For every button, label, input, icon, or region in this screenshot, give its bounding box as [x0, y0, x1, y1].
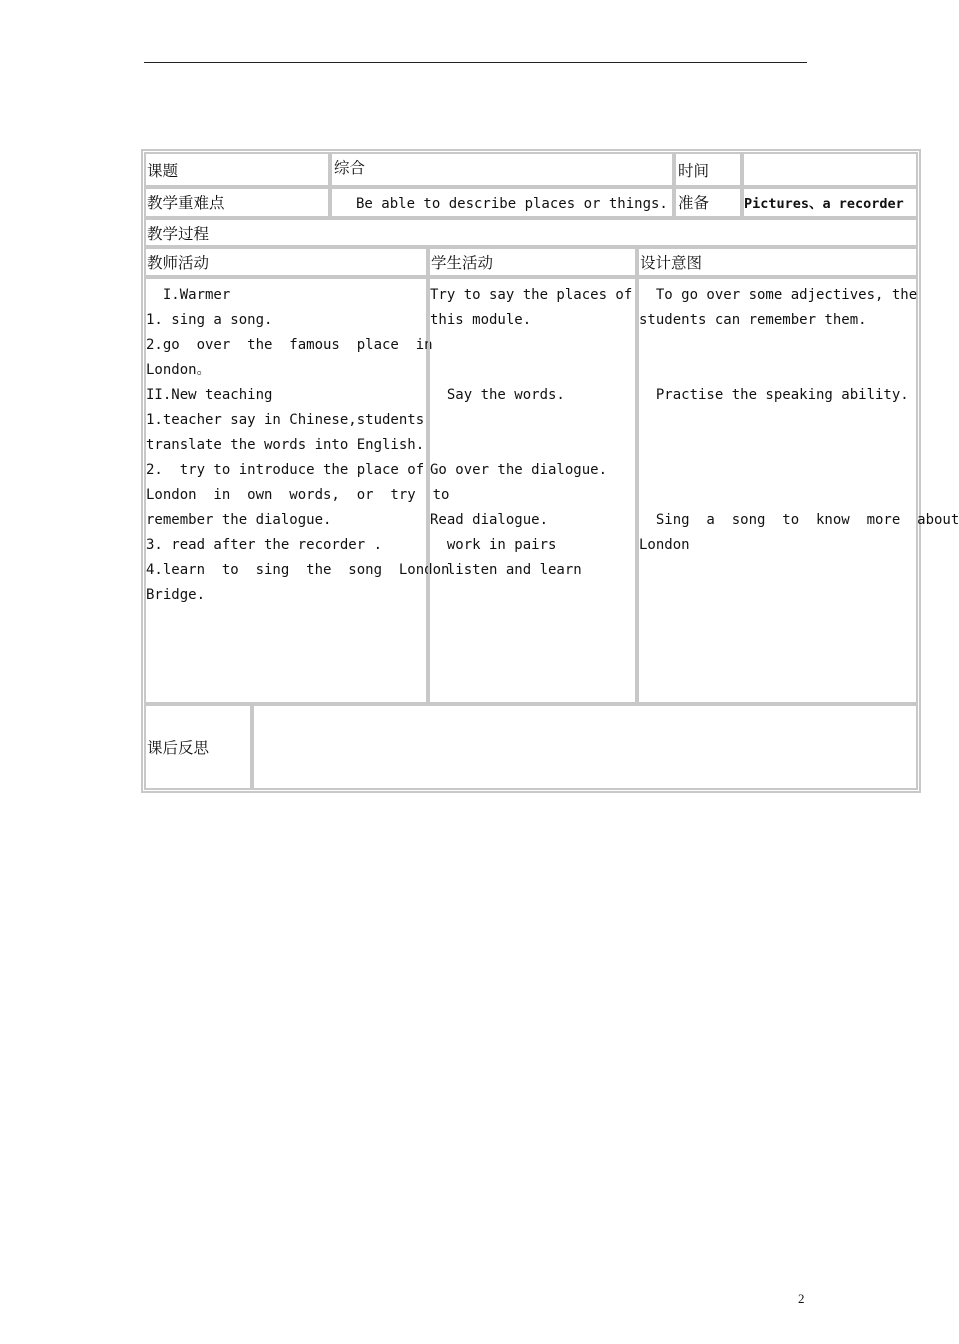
process-label-cell: [144, 218, 918, 247]
teacher-activity-header-cell: [144, 247, 428, 277]
topic-label: 课题: [147, 162, 179, 180]
prep-value-cell: [742, 187, 918, 218]
prep-label-cell: [674, 187, 742, 218]
student-line: Say the words.: [430, 387, 565, 403]
design-line: Practise the speaking ability.: [639, 387, 909, 403]
student-activity-header: 学生活动: [431, 254, 494, 272]
teacher-line: 4.learn to sing the song London: [146, 562, 450, 578]
design-line: To go over some adjectives, the: [639, 287, 918, 303]
topic-label-cell: [144, 152, 330, 187]
reflection-value-cell: [252, 704, 918, 790]
time-label: 时间: [678, 162, 710, 180]
time-value-cell: [742, 152, 918, 187]
student-activity-cell: [428, 277, 637, 704]
student-line: work in pairs: [430, 537, 557, 553]
header-rule: [144, 62, 807, 63]
student-line: Go over the dialogue.: [430, 462, 608, 478]
student-line: [430, 408, 635, 433]
teacher-line: Bridge.: [146, 587, 206, 603]
teacher-line: 1.teacher say in Chinese,students: [146, 412, 425, 428]
teacher-line: II.New teaching: [146, 387, 273, 403]
process-label: 教学过程: [147, 225, 210, 243]
teacher-line: I.Warmer: [146, 287, 231, 303]
student-line: [430, 333, 635, 358]
design-line: [639, 333, 916, 358]
page-number: 2: [798, 1291, 805, 1306]
teacher-line: 1. sing a song.: [146, 312, 273, 328]
teacher-line: translate the words into English.: [146, 437, 425, 453]
design-line: [639, 458, 916, 483]
student-line: [430, 358, 635, 383]
key-points-value: Be able to describe places or things.: [356, 196, 668, 212]
key-points-label: 教学重难点: [147, 194, 225, 212]
student-activity-header-cell: [428, 247, 637, 277]
design-line: London: [639, 537, 690, 553]
design-line: [639, 433, 916, 458]
key-points-label-cell: [144, 187, 330, 218]
student-line: Try to say the places of: [430, 287, 633, 303]
design-line: [639, 483, 916, 508]
design-line: [639, 408, 916, 433]
prep-value: Pictures、a recorder: [744, 196, 904, 212]
teacher-line: London。: [146, 362, 211, 378]
topic-value: 综合: [334, 159, 366, 177]
design-intent-header-cell: [637, 247, 918, 277]
time-label-cell: [674, 152, 742, 187]
teacher-line: 2.go over the famous place in: [146, 337, 433, 353]
teacher-line: remember the dialogue.: [146, 512, 332, 528]
teacher-activity-header: 教师活动: [147, 254, 210, 272]
reflection-label-cell: [144, 704, 252, 790]
teacher-line: 2. try to introduce the place of: [146, 462, 425, 478]
prep-label: 准备: [678, 194, 710, 212]
student-line: this module.: [430, 312, 532, 328]
student-line: [430, 433, 635, 458]
design-intent-header: 设计意图: [640, 254, 703, 272]
reflection-label: 课后反思: [147, 739, 210, 757]
design-intent-cell: [637, 277, 959, 704]
design-line: students can remember them.: [639, 312, 867, 328]
topic-value-cell: [330, 152, 674, 187]
design-line: [639, 358, 916, 383]
student-line: [430, 483, 635, 508]
student-line: Read dialogue.: [430, 512, 549, 528]
student-line: listen and learn: [430, 562, 582, 578]
design-line: Sing a song to know more about: [639, 512, 959, 528]
teacher-activity-cell: [144, 277, 450, 704]
key-points-value-cell: [330, 187, 674, 218]
teacher-line: London in own words, or try to: [146, 487, 450, 503]
teacher-line: 3. read after the recorder .: [146, 537, 383, 553]
